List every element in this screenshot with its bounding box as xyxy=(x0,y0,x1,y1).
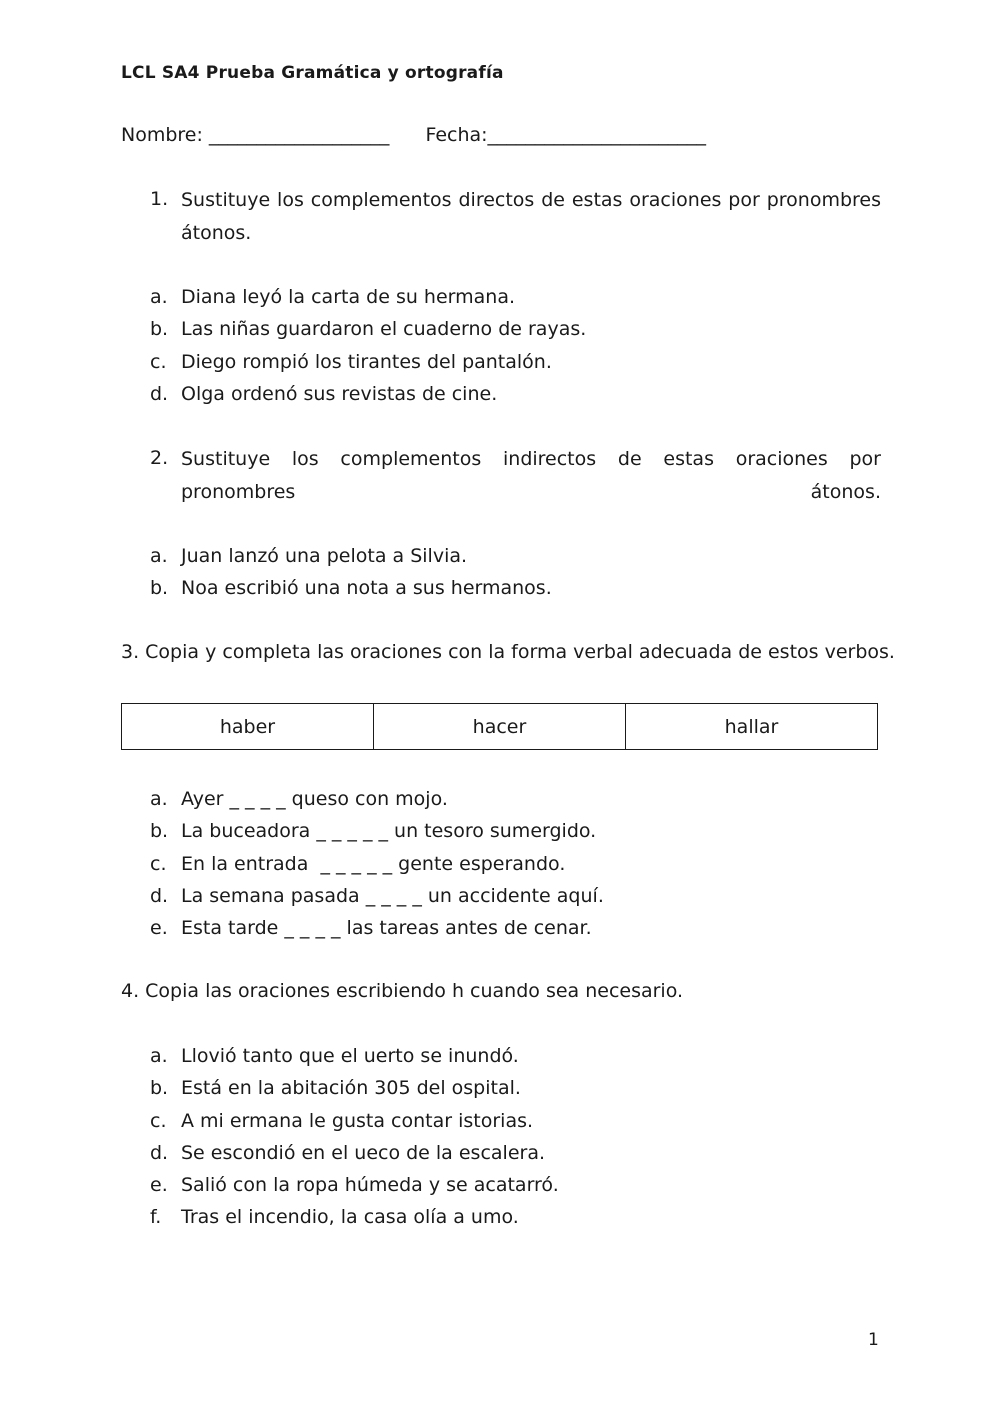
item-text: Tras el incendio, la casa olía a umo. xyxy=(181,1206,519,1229)
list-item xyxy=(150,883,604,915)
item-text: La semana pasada _ _ _ _ un accidente aquí. xyxy=(181,884,604,907)
question-4-text: 4. Copia las oraciones escribiendo h cuando sea necesario. xyxy=(121,980,684,1002)
page-number: 1 xyxy=(868,1330,879,1350)
list-item xyxy=(150,1140,559,1172)
item-text: Las niñas guardaron el cuaderno de rayas. xyxy=(181,318,587,341)
document-title: LCL SA4 Prueba Gramática y ortografía xyxy=(121,63,504,83)
item-text: En la entrada _ _ _ _ _ gente esperando. xyxy=(181,852,566,875)
list-item xyxy=(150,818,604,850)
item-letter: c. xyxy=(150,1109,167,1132)
list-item xyxy=(150,575,552,607)
list-item xyxy=(150,381,586,413)
item-text: Llovió tanto que el uerto se inundó. xyxy=(181,1045,519,1067)
question-2-text: Sustituye los complementos indirectos de estas oraciones por pronombres átonos. xyxy=(181,448,881,503)
list-item xyxy=(150,786,604,818)
item-letter: a. xyxy=(150,1045,168,1067)
item-text: A mi ermana le gusta contar istorias. xyxy=(181,1109,534,1132)
item-letter: d. xyxy=(150,382,169,405)
item-letter: b. xyxy=(150,577,169,600)
item-letter: e. xyxy=(150,917,168,940)
question-2-list xyxy=(150,543,552,608)
question-1-list xyxy=(150,284,586,413)
item-letter: c. xyxy=(150,350,167,373)
question-1-number: 1. xyxy=(150,188,169,210)
item-text: Esta tarde _ _ _ _ las tareas antes de cenar. xyxy=(181,917,592,940)
question-2-number: 2. xyxy=(150,447,169,469)
name-date-line xyxy=(121,124,706,146)
item-text: Juan lanzó una pelota a Silvia. xyxy=(181,545,468,567)
item-text: Ayer _ _ _ _ queso con mojo. xyxy=(181,788,448,810)
date-field-label: Fecha:_______________________ xyxy=(425,124,707,146)
item-letter: e. xyxy=(150,1174,168,1197)
item-letter: b. xyxy=(150,318,169,341)
item-letter: a. xyxy=(150,788,168,810)
item-text: Se escondió en el ueco de la escalera. xyxy=(181,1141,546,1164)
verb-cell: hacer xyxy=(374,704,626,750)
item-letter: d. xyxy=(150,884,169,907)
item-letter: b. xyxy=(150,820,169,843)
item-letter: d. xyxy=(150,1141,169,1164)
item-text: Noa escribió una nota a sus hermanos. xyxy=(181,577,552,600)
item-text: Salió con la ropa húmeda y se acatarró. xyxy=(181,1174,559,1197)
list-item xyxy=(150,851,604,883)
verb-cell: hallar xyxy=(626,704,878,750)
verb-cell: haber xyxy=(122,704,374,750)
item-text: Está en la abitación 305 del ospital. xyxy=(181,1077,521,1100)
item-letter: b. xyxy=(150,1077,169,1100)
list-item xyxy=(150,1043,559,1075)
item-text: Olga ordenó sus revistas de cine. xyxy=(181,382,498,405)
item-text: La buceadora _ _ _ _ _ un tesoro sumergido. xyxy=(181,820,597,843)
item-text: Diana leyó la carta de su hermana. xyxy=(181,286,516,308)
question-4-list xyxy=(150,1043,559,1237)
list-item xyxy=(150,1204,559,1236)
list-item xyxy=(150,284,586,316)
item-letter: a. xyxy=(150,286,168,308)
question-3-text: 3. Copia y completa las oraciones con la forma verbal adecuada de estos verbos. xyxy=(121,641,895,663)
item-letter: a. xyxy=(150,545,168,567)
list-item xyxy=(150,543,552,575)
item-text: Diego rompió los tirantes del pantalón. xyxy=(181,350,552,373)
list-item xyxy=(150,316,586,348)
name-field-label: Nombre: ___________________ xyxy=(121,124,390,146)
question-3-list xyxy=(150,786,604,947)
list-item xyxy=(150,349,586,381)
question-1-text: Sustituye los complementos directos de estas oraciones por pronombres átonos. xyxy=(181,189,881,244)
list-item xyxy=(150,1108,559,1140)
list-item xyxy=(150,915,604,947)
list-item xyxy=(150,1172,559,1204)
verb-table xyxy=(121,703,878,750)
list-item xyxy=(150,1075,559,1107)
item-letter: f. xyxy=(150,1206,162,1229)
item-letter: c. xyxy=(150,852,167,875)
